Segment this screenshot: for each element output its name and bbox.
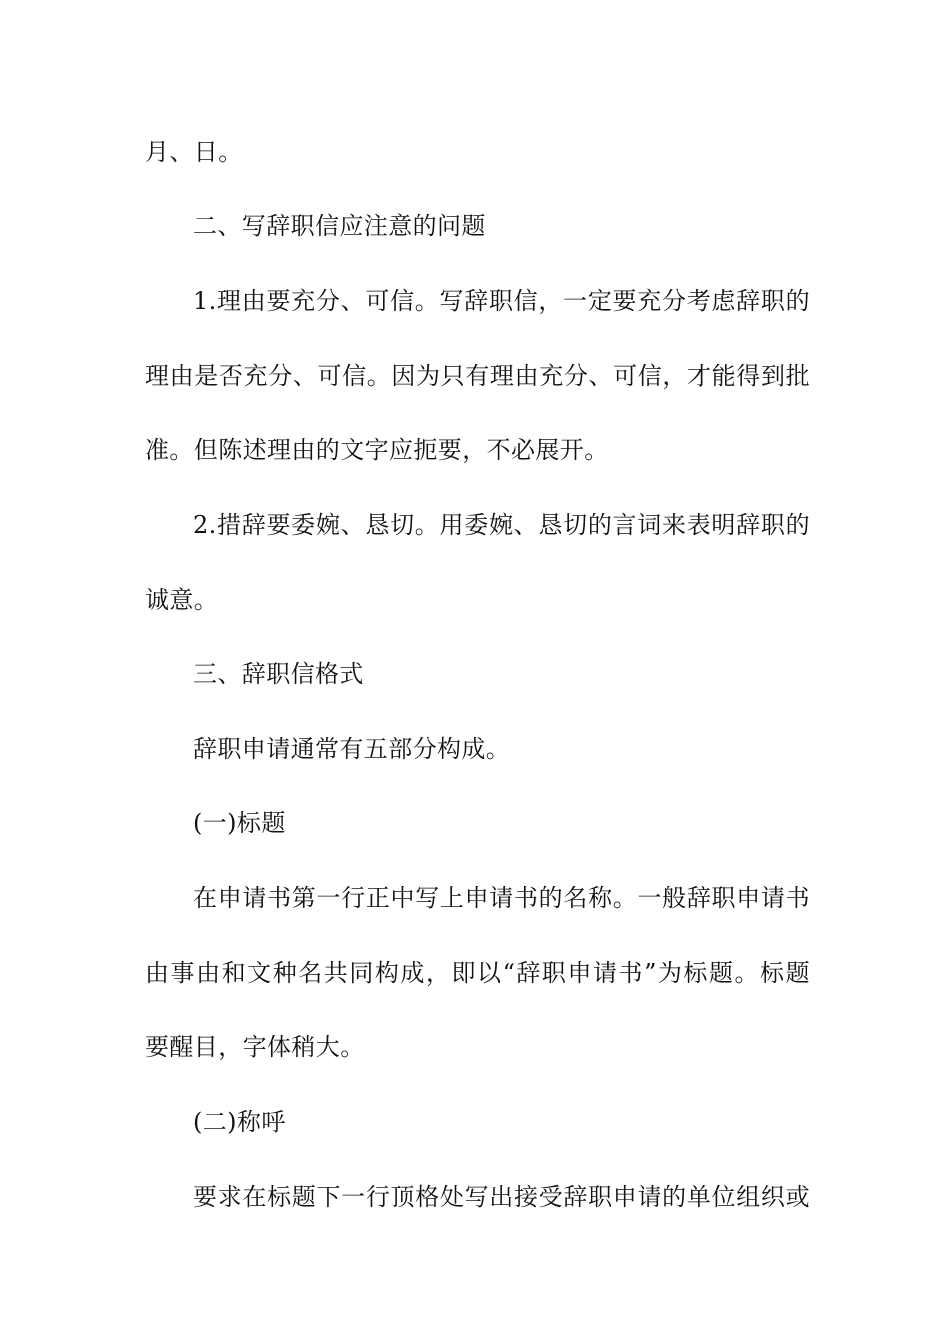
subheading-title: (一)标题 <box>193 809 286 837</box>
text-line-11: 在申请书第一行正中写上申请书的名称。一般辞职申请书 <box>193 884 810 912</box>
text-line-3: 1.理由要充分、可信。写辞职信，一定要充分考虑辞职的 <box>193 287 810 315</box>
section-heading-2: 二、写辞职信应注意的问题 <box>193 212 486 240</box>
text-line-12: 由事由和文种名共同构成，即以“辞职申请书”为标题。标题 <box>145 959 810 987</box>
text-line-15: 要求在标题下一行顶格处写出接受辞职申请的单位组织或 <box>193 1183 810 1211</box>
section-heading-3: 三、辞职信格式 <box>193 660 364 688</box>
text-line-1: 月、日。 <box>145 138 243 166</box>
text-line-7: 诚意。 <box>145 586 219 614</box>
text-line-13: 要醒目，字体稍大。 <box>145 1033 365 1061</box>
subheading-salutation: (二)称呼 <box>193 1108 286 1136</box>
text-line-6: 2.措辞要委婉、恳切。用委婉、恳切的言词来表明辞职的 <box>193 511 810 539</box>
text-line-5: 准。但陈述理由的文字应扼要，不必展开。 <box>145 436 609 464</box>
text-line-9: 辞职申请通常有五部分构成。 <box>193 735 511 763</box>
text-line-4: 理由是否充分、可信。因为只有理由充分、可信，才能得到批 <box>145 362 810 390</box>
